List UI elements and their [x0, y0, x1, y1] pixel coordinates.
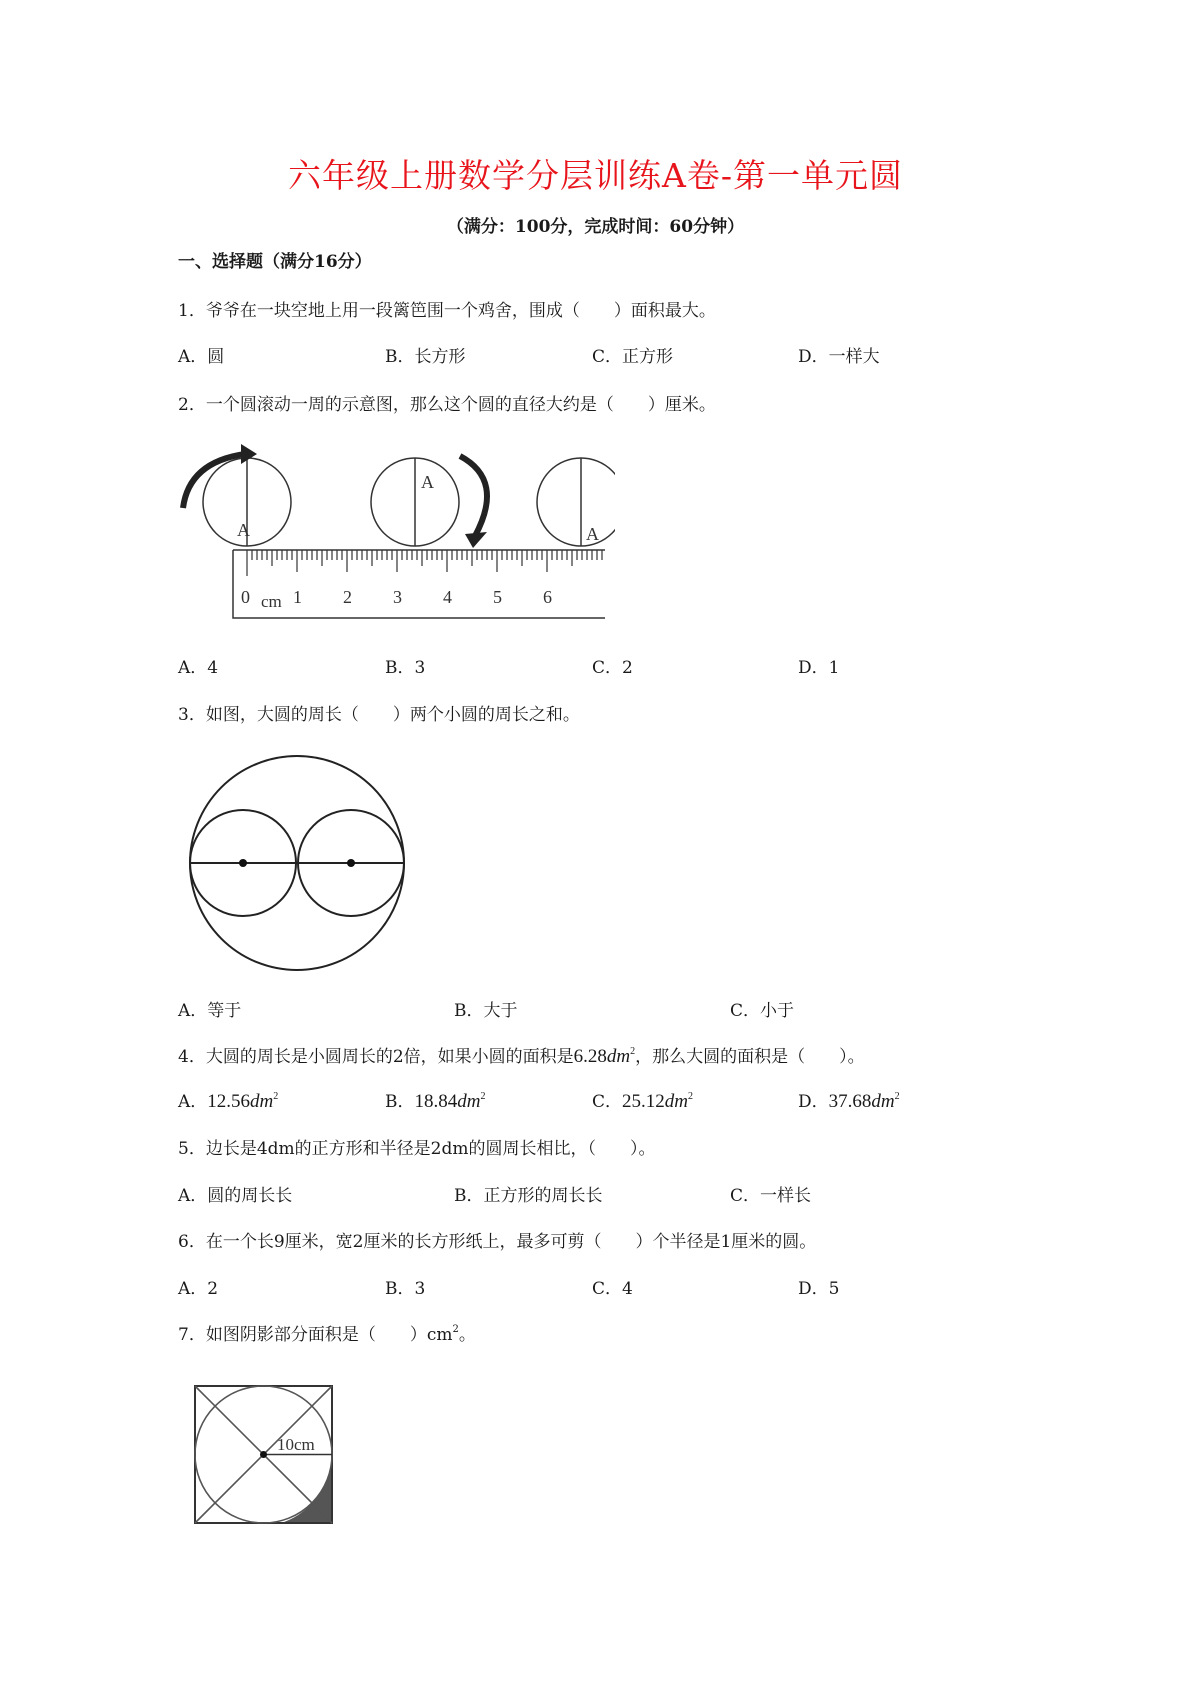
question-text: 爷爷在一块空地上用一段篱笆围一个鸡舍，围成（ ）面积最大。: [205, 301, 716, 321]
q1-option-c[interactable]: C．正方形: [592, 347, 674, 367]
ruler-unit: cm: [261, 592, 282, 611]
question-1: [178, 296, 716, 321]
question-number: 7．: [178, 1325, 206, 1345]
q6-option-a[interactable]: A．2: [178, 1279, 219, 1299]
q4-option-c[interactable]: C．$25.12dm^2$: [592, 1091, 693, 1112]
math-value: $6.28dm^2$: [573, 1046, 636, 1067]
q1-option-b[interactable]: B．长方形: [385, 347, 466, 367]
q5-option-c[interactable]: C．一样长: [730, 1186, 812, 1206]
page-subtitle: （满分：100分，完成时间：60分钟）: [446, 217, 745, 237]
q4-option-a[interactable]: A．$12.56dm^2$: [178, 1091, 279, 1112]
question-text: 一个圆滚动一周的示意图，那么这个圆的直径大约是（ ）厘米。: [205, 395, 716, 415]
ruler-tick-label: 4: [443, 587, 452, 607]
ruler-tick-label: 6: [543, 587, 552, 607]
ruler-tick-label: 0: [241, 587, 250, 607]
question-text: 如图阴影部分面积是（ ）cm: [205, 1325, 453, 1345]
ruler-tick-label: 2: [343, 587, 352, 607]
q3-option-b[interactable]: B．大于: [454, 1001, 518, 1021]
question-3: [178, 700, 580, 725]
ruler-ticks: [247, 550, 602, 576]
q2-option-b[interactable]: B．3: [385, 658, 426, 678]
q1-option-d[interactable]: D．一样大: [798, 347, 880, 367]
rolling-circle-ruler-figure: [175, 440, 615, 625]
question-number: 3．: [178, 705, 206, 725]
point-a-label: A: [421, 472, 434, 492]
q2-option-d[interactable]: D．1: [798, 658, 840, 678]
question-text: 如图，大圆的周长（ ）两个小圆的周长之和。: [205, 705, 580, 725]
q3-option-a[interactable]: A．等于: [178, 1001, 242, 1021]
question-text: 边长是4dm的正方形和半径是2dm的圆周长相比，（ ）。: [205, 1139, 656, 1159]
question-7: 7．如图阴影部分面积是（ ）$cm^2$。: [178, 1324, 476, 1345]
radius-label: 10cm: [277, 1435, 315, 1454]
point-a-label: A: [237, 520, 250, 540]
ruler-tick-label: 1: [293, 587, 302, 607]
question-4: [178, 1042, 865, 1068]
question-2: [178, 390, 716, 415]
question-6: [178, 1227, 816, 1252]
ruler-tick-label: 3: [393, 587, 402, 607]
question-number: 6．: [178, 1232, 206, 1252]
q6-option-b[interactable]: B．3: [385, 1279, 426, 1299]
q1-option-a[interactable]: A．圆: [178, 347, 225, 367]
question-5: [178, 1134, 655, 1159]
question-number: 4．: [178, 1047, 206, 1067]
q5-option-a[interactable]: A．圆的周长长: [178, 1186, 293, 1206]
q2-option-c[interactable]: C．2: [592, 658, 633, 678]
q6-option-c[interactable]: C．4: [592, 1279, 633, 1299]
two-circles-figure: [185, 752, 410, 977]
ruler-tick-label: 5: [493, 587, 502, 607]
question-text: 在一个长9厘米，宽2厘米的长方形纸上，最多可剪（ ）个半径是1厘米的圆。: [205, 1232, 817, 1252]
question-number: 2．: [178, 395, 206, 415]
page-title: 六年级上册数学分层训练A卷-第一单元圆: [288, 156, 903, 195]
q3-option-c[interactable]: C．小于: [730, 1001, 795, 1021]
point-a-label: A: [586, 524, 599, 544]
q4-option-b[interactable]: B．$18.84dm^2$: [385, 1091, 486, 1112]
q2-option-a[interactable]: A．4: [178, 658, 219, 678]
q4-option-d[interactable]: D．$37.68dm^2$: [798, 1091, 900, 1112]
q6-option-d[interactable]: D．5: [798, 1279, 840, 1299]
question-text: ，那么大圆的面积是（ ）。: [635, 1047, 865, 1067]
q5-option-b[interactable]: B．正方形的周长长: [454, 1186, 603, 1206]
section-heading: 一、选择题（满分16分）: [178, 252, 372, 272]
inscribed-circle-figure: [193, 1384, 335, 1526]
question-text: 大圆的周长是小圆周长的2倍，如果小圆的面积是: [205, 1047, 574, 1067]
question-number: 1．: [178, 301, 206, 321]
question-number: 5．: [178, 1139, 206, 1159]
